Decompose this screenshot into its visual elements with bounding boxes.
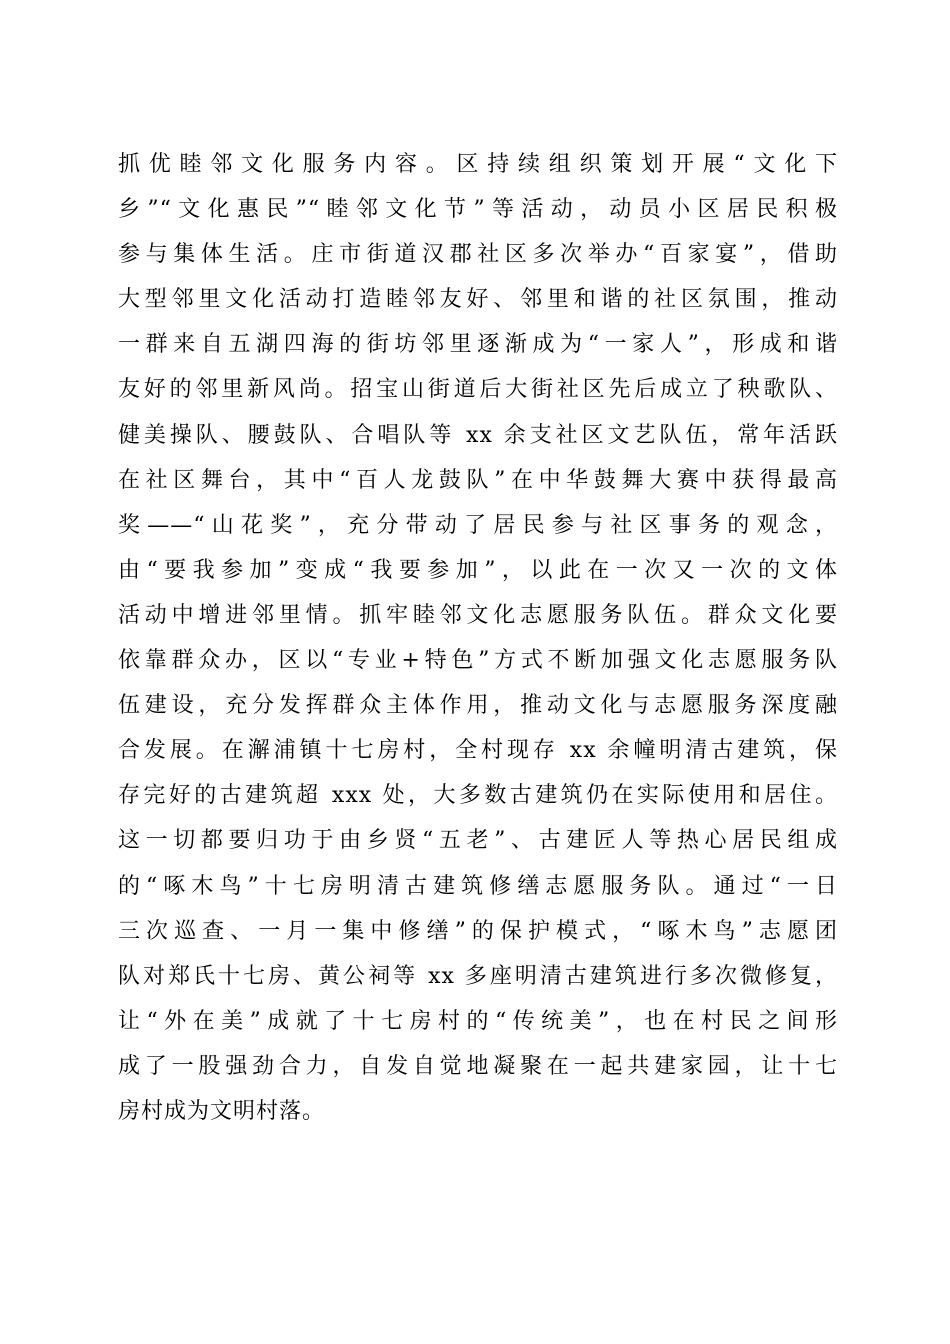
text-line: 活动中增进邻里情。抓牢睦邻文化志愿服务队伍。群众文化要 [118, 602, 838, 628]
text-line: 三次巡查、一月一集中修缮”的保护模式，“啄木鸟”志愿团 [118, 918, 838, 944]
text-line: 存完好的古建筑超 xxx 处，大多数古建筑仍在实际使用和居住。 [118, 783, 838, 809]
document-body [118, 142, 838, 1134]
text-line: 这一切都要归功于由乡贤“五老”、古建匠人等热心居民组成 [118, 828, 838, 854]
text-line: 抓优睦邻文化服务内容。区持续组织策划开展“文化下 [118, 152, 838, 177]
text-line: 合发展。在澥浦镇十七房村，全村现存 xx 余幢明清古建筑，保 [118, 738, 838, 764]
text-line: 友好的邻里新风尚。招宝山街道后大街社区先后成立了秧歌队、 [118, 377, 838, 403]
text-line: 奖——“山花奖”，充分带动了居民参与社区事务的观念， [118, 512, 838, 538]
text-line: 乡”“文化惠民”“睦邻文化节”等活动，动员小区居民积极 [118, 197, 838, 223]
text-line: 由“要我参加”变成“我要参加”，以此在一次又一次的文体 [118, 557, 838, 583]
text-line: 一群来自五湖四海的街坊邻里逐渐成为“一家人”，形成和谐 [118, 332, 838, 358]
text-line: 队对郑氏十七房、黄公祠等 xx 多座明清古建筑进行多次微修复， [118, 963, 838, 989]
text-line: 依靠群众办，区以“专业+特色”方式不断加强文化志愿服务队 [118, 648, 838, 674]
text-line: 的“啄木鸟”十七房明清古建筑修缮志愿服务队。通过“一日 [118, 873, 838, 899]
text-line-last: 房村成为文明村落。 [118, 1098, 326, 1124]
text-line: 参与集体生活。庄市街道汉郡社区多次举办“百家宴”，借助 [118, 242, 838, 268]
text-line: 伍建设，充分发挥群众主体作用，推动文化与志愿服务深度融 [118, 693, 838, 719]
text-line: 健美操队、腰鼓队、合唱队等 xx 余支社区文艺队伍，常年活跃 [118, 422, 838, 448]
text-line: 成了一股强劲合力，自发自觉地凝聚在一起共建家园，让十七 [118, 1053, 838, 1079]
text-line: 大型邻里文化活动打造睦邻友好、邻里和谐的社区氛围，推动 [118, 287, 838, 313]
text-line: 在社区舞台，其中“百人龙鼓队”在中华鼓舞大赛中获得最高 [118, 467, 838, 493]
text-line: 让“外在美”成就了十七房村的“传统美”，也在村民之间形 [118, 1008, 838, 1034]
